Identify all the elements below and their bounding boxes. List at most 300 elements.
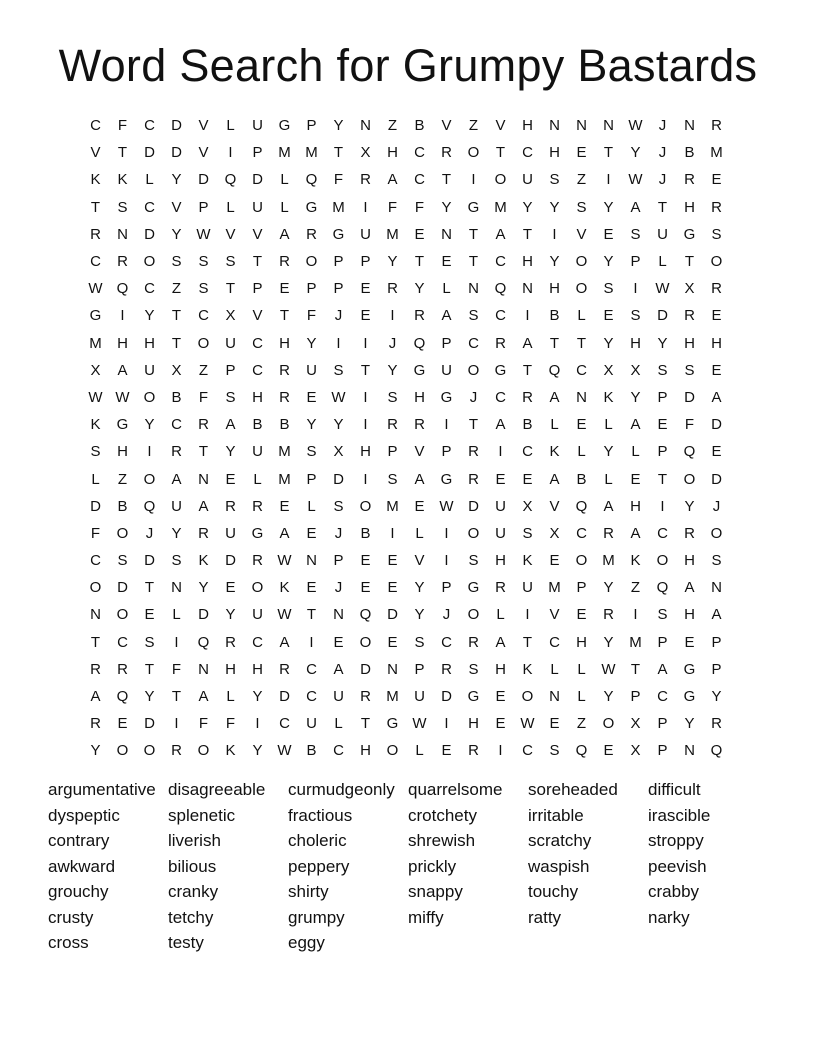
grid-letter: H: [630, 334, 641, 352]
grid-letter: L: [280, 198, 289, 216]
grid-letter: R: [603, 524, 614, 542]
grid-letter: Y: [252, 742, 263, 760]
grid-letter: L: [442, 280, 451, 298]
grid-letter: W: [520, 715, 535, 733]
grid-letter: H: [684, 606, 695, 624]
word-list-item: ratty: [528, 907, 562, 927]
grid-letter: F: [198, 388, 209, 406]
grid-letter: E: [225, 470, 236, 488]
grid-letter: K: [522, 552, 533, 570]
grid-letter: M: [278, 144, 291, 162]
grid-letter: G: [467, 198, 480, 216]
grid-letter: R: [387, 280, 398, 298]
grid-letter: M: [629, 633, 642, 651]
grid-letter: Q: [305, 171, 318, 189]
grid-letter: E: [306, 579, 317, 597]
grid-letter: N: [576, 388, 587, 406]
grid-letter: N: [360, 117, 371, 135]
grid-letter: C: [468, 334, 479, 352]
grid-letter: D: [684, 388, 695, 406]
grid-letter: L: [334, 715, 343, 733]
grid-letter: B: [414, 117, 425, 135]
grid-letter: W: [601, 660, 616, 678]
grid-letter: Z: [630, 579, 641, 597]
word-list-item: disagreeable: [168, 780, 266, 799]
grid-letter: Y: [387, 361, 398, 379]
grid-letter: O: [575, 552, 588, 570]
grid-letter: M: [89, 334, 102, 352]
grid-letter: O: [575, 253, 588, 271]
grid-letter: T: [657, 198, 668, 216]
grid-letter: I: [363, 198, 368, 216]
grid-letter: Q: [575, 742, 588, 760]
grid-letter: Y: [549, 198, 560, 216]
grid-letter: C: [333, 742, 344, 760]
grid-letter: E: [360, 552, 371, 570]
grid-letter: C: [144, 280, 155, 298]
grid-letter: S: [198, 280, 209, 298]
grid-letter: A: [441, 307, 452, 325]
grid-letter: S: [684, 361, 695, 379]
grid-letter: A: [279, 633, 290, 651]
grid-letter: D: [333, 470, 344, 488]
grid-letter: O: [143, 388, 156, 406]
grid-letter: C: [549, 633, 560, 651]
grid-letter: P: [306, 117, 317, 135]
grid-letter: S: [90, 443, 101, 461]
grid-letter: Y: [144, 688, 155, 706]
grid-letter: I: [444, 715, 449, 733]
grid-letter: K: [198, 552, 209, 570]
grid-letter: L: [577, 443, 586, 461]
grid-letter: Y: [414, 579, 425, 597]
grid-letter: M: [548, 579, 561, 597]
grid-letter: M: [305, 144, 318, 162]
grid-letter: G: [494, 361, 507, 379]
grid-letter: W: [196, 225, 211, 243]
grid-letter: P: [225, 361, 236, 379]
grid-letter: L: [577, 660, 586, 678]
grid-letter: L: [496, 606, 505, 624]
grid-letter: R: [684, 524, 695, 542]
grid-letter: Y: [198, 579, 209, 597]
grid-letter: N: [90, 606, 101, 624]
grid-letter: S: [225, 388, 236, 406]
grid-letter: L: [172, 606, 181, 624]
word-list-item: crabby: [648, 882, 700, 901]
grid-letter: D: [171, 117, 182, 135]
grid-letter: H: [117, 443, 128, 461]
grid-letter: O: [359, 633, 372, 651]
grid-letter: V: [414, 443, 425, 461]
word-list-item: scratchy: [528, 831, 592, 850]
grid-letter: W: [277, 606, 292, 624]
page-title: Word Search for Grumpy Bastards: [58, 40, 758, 91]
grid-letter: F: [306, 307, 317, 325]
grid-letter: C: [171, 416, 182, 434]
grid-letter: E: [495, 715, 506, 733]
grid-letter: I: [471, 171, 476, 189]
grid-letter: Q: [197, 633, 210, 651]
grid-letter: G: [305, 198, 318, 216]
grid-letter: A: [711, 606, 722, 624]
grid-letter: J: [388, 334, 397, 352]
grid-letter: R: [198, 416, 209, 434]
grid-letter: T: [522, 225, 533, 243]
grid-letter: C: [657, 688, 668, 706]
grid-letter: K: [522, 660, 533, 678]
word-list-item: peevish: [648, 856, 707, 876]
grid-letter: P: [333, 552, 344, 570]
grid-letter: C: [441, 633, 452, 651]
word-list-item: argumentative: [48, 780, 156, 799]
grid-letter: L: [550, 660, 559, 678]
grid-letter: H: [252, 660, 263, 678]
grid-letter: N: [522, 280, 533, 298]
grid-letter: X: [630, 715, 641, 733]
grid-letter: O: [521, 688, 534, 706]
word-list-item: cranky: [168, 882, 219, 901]
grid-letter: S: [711, 552, 722, 570]
grid-letter: A: [495, 225, 506, 243]
grid-letter: C: [306, 660, 317, 678]
grid-letter: I: [444, 524, 449, 542]
word-list-item: grouchy: [48, 882, 109, 901]
grid-letter: Y: [225, 443, 236, 461]
grid-letter: B: [684, 144, 695, 162]
grid-letter: A: [495, 416, 506, 434]
grid-letter: V: [171, 198, 182, 216]
grid-letter: X: [225, 307, 236, 325]
grid-letter: T: [657, 470, 668, 488]
grid-letter: Q: [413, 334, 426, 352]
grid-letter: G: [332, 225, 345, 243]
grid-letter: A: [414, 470, 425, 488]
word-list-item: narky: [648, 907, 690, 927]
grid-letter: Y: [549, 253, 560, 271]
grid-letter: X: [549, 524, 560, 542]
grid-letter: E: [306, 388, 317, 406]
grid-letter: S: [468, 552, 479, 570]
grid-letter: P: [441, 579, 452, 597]
word-list-item: snappy: [408, 882, 463, 901]
grid-letter: P: [360, 253, 371, 271]
grid-letter: U: [252, 606, 263, 624]
grid-letter: B: [360, 524, 371, 542]
grid-letter: I: [147, 443, 152, 461]
grid-letter: S: [711, 225, 722, 243]
grid-letter: L: [415, 524, 424, 542]
grid-letter: Y: [630, 388, 641, 406]
grid-letter: T: [171, 334, 182, 352]
grid-letter: K: [90, 416, 101, 434]
grid-letter: L: [658, 253, 667, 271]
grid-letter: J: [334, 579, 343, 597]
grid-letter: P: [711, 660, 722, 678]
word-list: [48, 777, 768, 956]
grid-letter: Z: [198, 361, 209, 379]
grid-letter: R: [468, 470, 479, 488]
grid-letter: I: [174, 715, 179, 733]
grid-letter: L: [280, 171, 289, 189]
grid-letter: R: [90, 715, 101, 733]
grid-letter: C: [495, 253, 506, 271]
grid-letter: W: [628, 171, 643, 189]
word-list-item: difficult: [648, 780, 701, 799]
grid-letter: R: [117, 253, 128, 271]
grid-letter: G: [683, 688, 696, 706]
grid-letter: M: [386, 497, 399, 515]
grid-letter: L: [226, 117, 235, 135]
grid-letter: U: [360, 225, 371, 243]
grid-letter: W: [655, 280, 670, 298]
grid-letter: R: [279, 660, 290, 678]
grid-letter: H: [360, 742, 371, 760]
grid-letter: A: [549, 470, 560, 488]
grid-letter: R: [414, 307, 425, 325]
grid-letter: T: [90, 633, 101, 651]
grid-letter: E: [360, 579, 371, 597]
grid-letter: A: [171, 470, 182, 488]
grid-letter: D: [468, 497, 479, 515]
word-list-item: soreheaded: [528, 780, 618, 799]
grid-letter: M: [278, 470, 291, 488]
grid-letter: P: [333, 280, 344, 298]
grid-letter: R: [198, 524, 209, 542]
word-list-item: testy: [168, 933, 204, 952]
grid-letter: U: [144, 361, 155, 379]
grid-letter: C: [522, 742, 533, 760]
grid-letter: R: [387, 416, 398, 434]
word-list-item: waspish: [528, 856, 590, 876]
grid-letter: R: [225, 633, 236, 651]
grid-letter: T: [441, 171, 452, 189]
word-list-item: quarrelsome: [408, 780, 503, 799]
grid-letter: T: [117, 144, 128, 162]
grid-letter: Q: [494, 280, 507, 298]
grid-letter: U: [522, 579, 533, 597]
grid-letter: L: [550, 416, 559, 434]
grid-letter: Y: [603, 334, 614, 352]
grid-letter: R: [252, 552, 263, 570]
grid-letter: G: [116, 416, 129, 434]
grid-letter: C: [522, 144, 533, 162]
grid-letter: R: [441, 144, 452, 162]
grid-letter: U: [495, 524, 506, 542]
grid-letter: E: [576, 606, 587, 624]
grid-letter: I: [660, 497, 665, 515]
grid-letter: C: [90, 552, 101, 570]
grid-letter: R: [684, 171, 695, 189]
grid-letter: T: [171, 688, 182, 706]
grid-letter: O: [575, 280, 588, 298]
grid-letter: U: [306, 361, 317, 379]
grid-letter: C: [198, 307, 209, 325]
grid-letter: Y: [657, 334, 668, 352]
grid-letter: V: [441, 117, 452, 135]
grid-letter: K: [279, 579, 290, 597]
grid-letter: E: [549, 715, 560, 733]
grid-letter: T: [630, 660, 641, 678]
grid-letter: D: [252, 171, 263, 189]
grid-letter: D: [144, 552, 155, 570]
grid-letter: A: [684, 579, 695, 597]
grid-letter: E: [414, 225, 425, 243]
grid-letter: G: [440, 470, 453, 488]
grid-letter: O: [197, 742, 210, 760]
grid-letter: R: [279, 361, 290, 379]
grid-letter: R: [90, 660, 101, 678]
grid-letter: W: [88, 280, 103, 298]
grid-letter: S: [603, 280, 614, 298]
grid-letter: P: [333, 253, 344, 271]
grid-letter: H: [225, 660, 236, 678]
grid-letter: K: [117, 171, 128, 189]
grid-letter: Q: [656, 579, 669, 597]
word-list-item: touchy: [528, 882, 579, 901]
grid-letter: U: [252, 443, 263, 461]
grid-letter: I: [390, 524, 395, 542]
grid-letter: E: [576, 144, 587, 162]
grid-letter: T: [468, 253, 479, 271]
grid-letter: T: [495, 144, 506, 162]
grid-letter: H: [549, 280, 560, 298]
grid-letter: A: [657, 660, 668, 678]
grid-letter: J: [712, 497, 721, 515]
grid-letter: R: [468, 633, 479, 651]
grid-letter: H: [522, 253, 533, 271]
grid-letter: R: [306, 225, 317, 243]
grid-letter: M: [332, 198, 345, 216]
grid-letter: R: [279, 388, 290, 406]
grid-letter: X: [90, 361, 101, 379]
grid-letter: G: [683, 225, 696, 243]
grid-letter: L: [604, 416, 613, 434]
grid-letter: N: [333, 606, 344, 624]
grid-letter: S: [387, 470, 398, 488]
grid-letter: P: [657, 388, 668, 406]
grid-letter: H: [684, 334, 695, 352]
word-list-item: miffy: [408, 907, 444, 927]
grid-letter: U: [225, 524, 236, 542]
grid-letter: N: [603, 117, 614, 135]
grid-letter: A: [279, 524, 290, 542]
grid-letter: J: [442, 606, 451, 624]
grid-letter: A: [522, 334, 533, 352]
grid-letter: D: [117, 579, 128, 597]
grid-letter: P: [441, 334, 452, 352]
grid-letter: B: [576, 470, 587, 488]
grid-letter: A: [90, 688, 101, 706]
grid-letter: R: [171, 742, 182, 760]
grid-letter: O: [656, 552, 669, 570]
grid-letter: P: [657, 443, 668, 461]
grid-letter: Q: [116, 688, 129, 706]
grid-letter: Y: [333, 117, 344, 135]
grid-letter: L: [577, 307, 586, 325]
grid-letter: I: [444, 416, 449, 434]
grid-letter: J: [658, 117, 667, 135]
grid-letter: J: [658, 171, 667, 189]
grid-letter: S: [468, 307, 479, 325]
grid-letter: H: [576, 633, 587, 651]
grid-letter: V: [252, 225, 263, 243]
grid-letter: G: [467, 688, 480, 706]
word-list-item: curmudgeonly: [288, 780, 395, 799]
grid-letter: G: [440, 388, 453, 406]
grid-letter: V: [198, 117, 209, 135]
grid-letter: N: [549, 117, 560, 135]
grid-letter: T: [279, 307, 290, 325]
grid-letter: Z: [117, 470, 128, 488]
grid-letter: T: [468, 225, 479, 243]
grid-letter: E: [522, 470, 533, 488]
grid-letter: C: [90, 253, 101, 271]
grid-letter: H: [360, 443, 371, 461]
grid-letter: Z: [576, 715, 587, 733]
grid-letter: E: [360, 307, 371, 325]
grid-letter: Y: [711, 688, 722, 706]
grid-letter: D: [360, 660, 371, 678]
grid-letter: N: [198, 660, 209, 678]
grid-letter: T: [414, 253, 425, 271]
grid-letter: P: [414, 660, 425, 678]
grid-letter: E: [711, 307, 722, 325]
grid-letter: T: [522, 633, 533, 651]
grid-letter: O: [386, 742, 399, 760]
grid-letter: R: [360, 171, 371, 189]
grid-letter: F: [171, 660, 182, 678]
grid-letter: C: [495, 388, 506, 406]
grid-letter: T: [144, 579, 155, 597]
grid-letter: R: [711, 198, 722, 216]
grid-letter: U: [252, 198, 263, 216]
grid-letter: M: [710, 144, 723, 162]
grid-letter: H: [252, 388, 263, 406]
grid-letter: J: [334, 524, 343, 542]
grid-letter: P: [657, 742, 668, 760]
grid-letter: S: [333, 361, 344, 379]
grid-letter: E: [360, 280, 371, 298]
grid-letter: P: [630, 253, 641, 271]
grid-letter: J: [469, 388, 478, 406]
grid-letter: H: [144, 334, 155, 352]
grid-letter: I: [606, 171, 611, 189]
grid-letter: U: [414, 688, 425, 706]
grid-letter: Q: [683, 443, 696, 461]
grid-letter: A: [333, 660, 344, 678]
grid-letter: O: [197, 334, 210, 352]
word-list-item: choleric: [288, 831, 347, 850]
grid-letter: Y: [387, 253, 398, 271]
grid-letter: T: [549, 334, 560, 352]
grid-letter: R: [495, 579, 506, 597]
grid-letter: F: [387, 198, 398, 216]
grid-letter: U: [441, 361, 452, 379]
grid-letter: L: [226, 688, 235, 706]
grid-letter: P: [198, 198, 209, 216]
grid-letter: H: [549, 144, 560, 162]
grid-letter: R: [711, 117, 722, 135]
grid-letter: H: [495, 660, 506, 678]
grid-letter: F: [414, 198, 425, 216]
grid-letter: R: [522, 388, 533, 406]
grid-letter: G: [467, 579, 480, 597]
grid-letter: M: [494, 198, 507, 216]
grid-letter: E: [225, 579, 236, 597]
grid-letter: H: [387, 144, 398, 162]
grid-letter: U: [522, 171, 533, 189]
